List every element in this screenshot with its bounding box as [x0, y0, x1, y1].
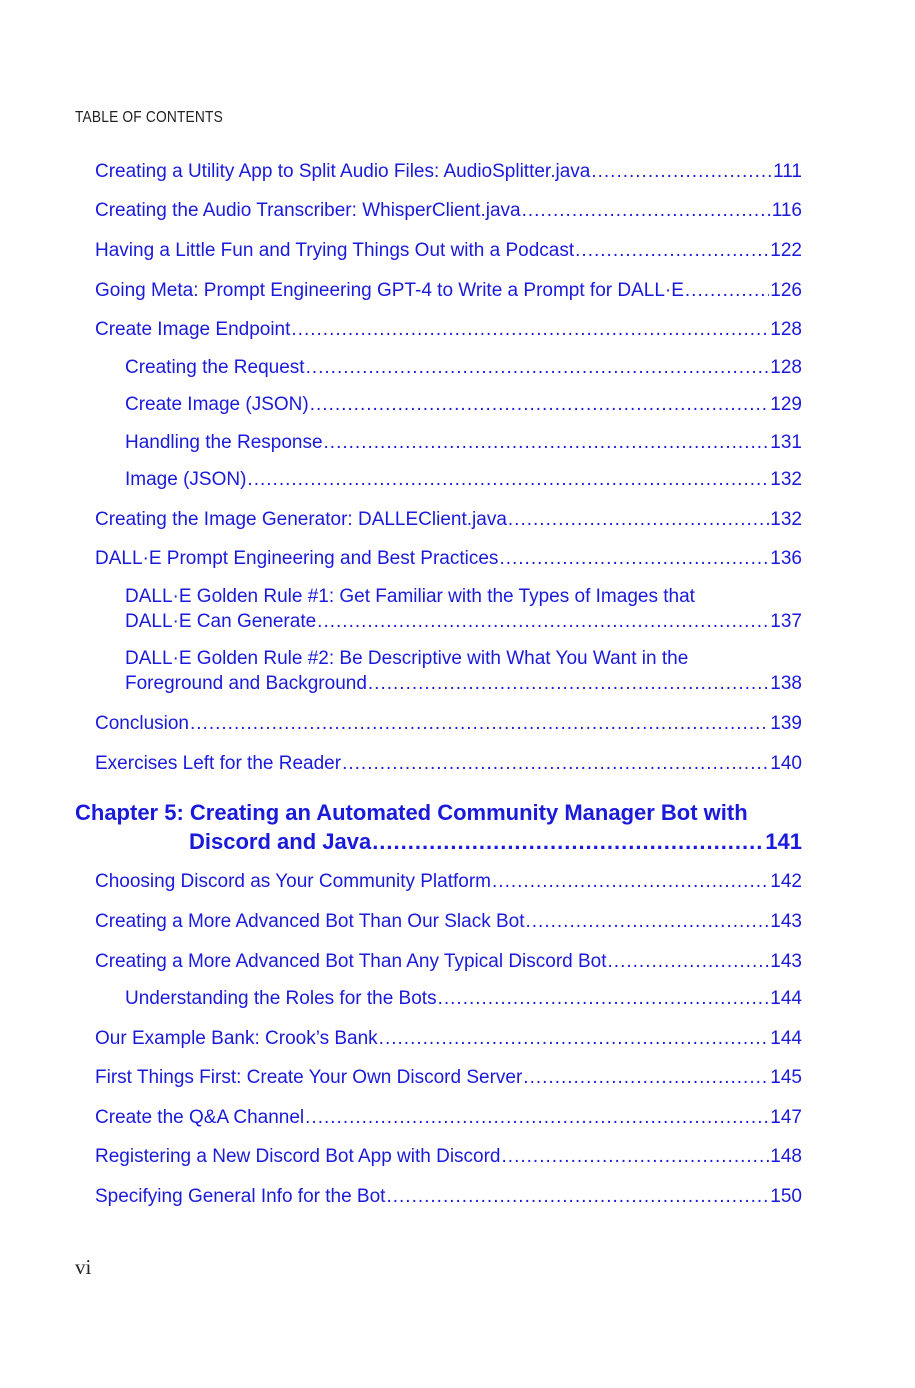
- toc-subentry[interactable]: [125, 355, 802, 380]
- dot-leader: [190, 711, 769, 736]
- toc-entry-title: Creating the Request: [125, 357, 305, 378]
- dot-leader: [306, 355, 770, 380]
- toc-entry-page: 122: [770, 240, 802, 261]
- dot-leader: [310, 392, 770, 417]
- toc-entry-title: Create the Q&A Channel: [95, 1107, 305, 1128]
- toc-entry-page: 128: [770, 357, 802, 378]
- toc-entry-page: 147: [770, 1107, 802, 1128]
- toc-entry-page: 137: [770, 611, 802, 632]
- toc-entry-title: Going Meta: Prompt Engineering GPT-4 to Write a Prompt for DALL·E: [95, 280, 684, 301]
- dot-leader: [508, 507, 769, 532]
- chapter-page: 141: [765, 829, 802, 854]
- toc-entry-title: Creating a More Advanced Bot Than Any Typical Discord Bot: [95, 951, 607, 972]
- dot-leader: [386, 1184, 769, 1209]
- toc-entry-page: 129: [770, 394, 802, 415]
- dot-leader: [526, 909, 770, 934]
- toc-entry-title: Handling the Response: [125, 432, 323, 453]
- toc-subentry[interactable]: [125, 646, 802, 696]
- chapter-heading[interactable]: [75, 798, 802, 856]
- toc-entry-title-line1: DALL·E Golden Rule #2: Be Descriptive with What You Want in the: [125, 648, 689, 669]
- toc-entry[interactable]: [95, 1065, 802, 1090]
- page-number: vi: [75, 1255, 92, 1279]
- toc-entry-title: Registering a New Discord Bot App with Discord: [95, 1146, 501, 1167]
- dot-leader: [608, 949, 770, 974]
- toc-entry[interactable]: [95, 546, 802, 571]
- toc-entry[interactable]: [95, 751, 802, 776]
- toc-subentry[interactable]: [125, 584, 802, 634]
- toc-entry[interactable]: [95, 507, 802, 532]
- dot-leader: [523, 1065, 769, 1090]
- dot-leader: [591, 159, 772, 184]
- toc-entry-title-line1: DALL·E Golden Rule #1: Get Familiar with the Types of Images that: [125, 586, 695, 607]
- toc-entry-page: 131: [770, 432, 802, 453]
- dot-leader: [317, 609, 769, 634]
- running-head: TABLE OF CONTENTS: [75, 109, 223, 126]
- toc-entry-title: DALL·E Prompt Engineering and Best Practices: [95, 548, 499, 569]
- dot-leader: [247, 467, 769, 492]
- toc-entry-page: 132: [770, 509, 802, 530]
- dot-leader: [492, 869, 769, 894]
- dot-leader: [685, 278, 769, 303]
- toc-entry-page: 143: [770, 951, 802, 972]
- toc-entry-title: Exercises Left for the Reader: [95, 753, 342, 774]
- toc-entry-page: 139: [770, 713, 802, 734]
- toc-entry-title: Having a Little Fun and Trying Things Out with a Podcast: [95, 240, 575, 261]
- toc-entry[interactable]: [95, 869, 802, 894]
- toc-entry[interactable]: [95, 949, 802, 974]
- toc-entry-page: 126: [770, 280, 802, 301]
- chapter-title-line1: Chapter 5: Creating an Automated Community Manager Bot with: [75, 800, 748, 825]
- toc-subentry[interactable]: [125, 467, 802, 492]
- toc-entry[interactable]: [95, 1105, 802, 1130]
- toc-entry-page: 136: [770, 548, 802, 569]
- dot-leader: [502, 1144, 770, 1169]
- toc-entry-title: Conclusion: [95, 713, 189, 734]
- toc-entry-page: 150: [770, 1186, 802, 1207]
- toc-entry-page: 116: [771, 200, 802, 221]
- toc-entry-page: 143: [770, 911, 802, 932]
- toc-entry[interactable]: [95, 909, 802, 934]
- toc-entry-page: 145: [770, 1067, 802, 1088]
- toc-entry[interactable]: [95, 238, 802, 263]
- toc-entry[interactable]: [95, 317, 802, 342]
- toc-entry-title: Understanding the Roles for the Bots: [125, 988, 437, 1009]
- dot-leader: [342, 751, 769, 776]
- toc-entry-page: 144: [770, 1028, 802, 1049]
- toc-entry-title: Specifying General Info for the Bot: [95, 1186, 386, 1207]
- toc-entry-title: Creating the Image Generator: DALLEClient.java: [95, 509, 507, 530]
- toc-entry-title-line2: DALL·E Can Generate: [125, 611, 317, 632]
- dot-leader: [305, 1105, 769, 1130]
- toc-subentry[interactable]: [125, 430, 802, 455]
- toc-entry[interactable]: [95, 198, 802, 223]
- toc-entry-page: 111: [773, 161, 802, 182]
- toc-entry[interactable]: [95, 1184, 802, 1209]
- toc-entry-page: 128: [770, 319, 802, 340]
- chapter-title-line2: Discord and Java: [189, 829, 372, 854]
- toc-entry[interactable]: [95, 159, 802, 184]
- dot-leader: [368, 671, 769, 696]
- dot-leader: [438, 986, 770, 1011]
- dot-leader: [522, 198, 771, 223]
- dot-leader: [575, 238, 769, 263]
- toc-subentry[interactable]: [125, 986, 802, 1011]
- toc-entry[interactable]: [95, 1144, 802, 1169]
- toc-entry-title: Create Image Endpoint: [95, 319, 291, 340]
- toc-subentry[interactable]: [125, 392, 802, 417]
- dot-leader: [291, 317, 769, 342]
- toc-entry-page: 144: [770, 988, 802, 1009]
- toc-entry-title: Creating a More Advanced Bot Than Our Slack Bot: [95, 911, 525, 932]
- toc-entry-title: Our Example Bank: Crook’s Bank: [95, 1028, 378, 1049]
- toc-entry-page: 148: [770, 1146, 802, 1167]
- toc-entry-title: Creating a Utility App to Split Audio Files: AudioSplitter.java: [95, 161, 591, 182]
- toc-entry-title: Creating the Audio Transcriber: WhisperClient.java: [95, 200, 521, 221]
- toc-entry-page: 132: [770, 469, 802, 490]
- dot-leader: [324, 430, 770, 455]
- dot-leader: [499, 546, 769, 571]
- toc-entry-page: 142: [770, 871, 802, 892]
- toc-entry-title: Choosing Discord as Your Community Platform: [95, 871, 492, 892]
- toc-entry-title-line2: Foreground and Background: [125, 673, 367, 694]
- toc-entry-page: 138: [770, 673, 802, 694]
- toc-entry-title: First Things First: Create Your Own Discord Server: [95, 1067, 523, 1088]
- toc-entry-title: Create Image (JSON): [125, 394, 309, 415]
- toc-entry[interactable]: [95, 1026, 802, 1051]
- dot-leader: [372, 827, 764, 856]
- dot-leader: [379, 1026, 770, 1051]
- toc-entry[interactable]: [95, 711, 802, 736]
- toc-entry-title: Image (JSON): [125, 469, 247, 490]
- toc-entry[interactable]: [95, 278, 802, 303]
- toc-entry-page: 140: [770, 753, 802, 774]
